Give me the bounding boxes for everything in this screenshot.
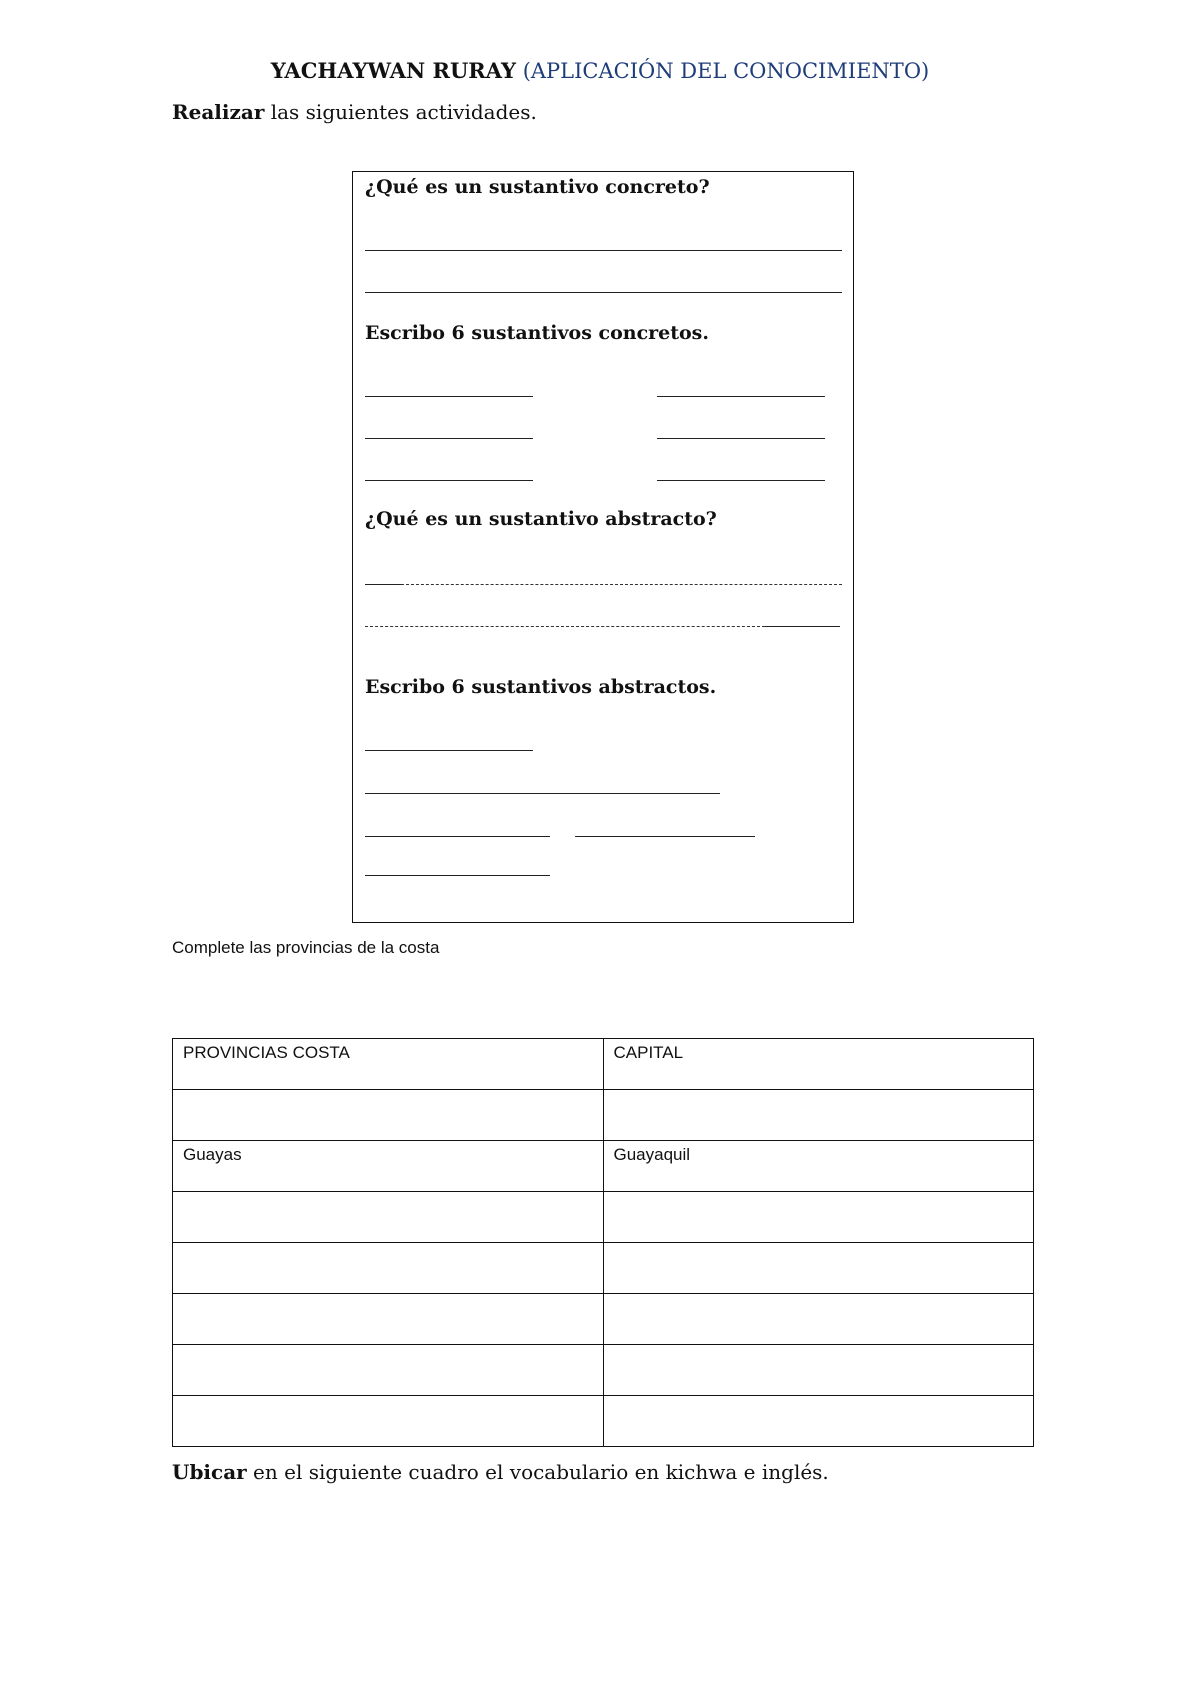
table-row — [173, 1294, 1034, 1345]
instruction-verb: Realizar — [172, 100, 265, 124]
blank-line[interactable] — [657, 438, 825, 439]
capital-cell[interactable] — [603, 1345, 1034, 1396]
province-cell[interactable]: Guayas — [173, 1141, 604, 1192]
question-abstract: ¿Qué es un sustantivo abstracto? — [365, 508, 717, 530]
blank-line[interactable] — [365, 750, 533, 751]
header-capital: CAPITAL — [603, 1039, 1034, 1090]
title-main: YACHAYWAN RURAY — [270, 58, 516, 83]
answer-line[interactable] — [401, 584, 842, 585]
blank-line[interactable] — [365, 875, 550, 876]
capital-cell[interactable] — [603, 1243, 1034, 1294]
capital-cell[interactable] — [603, 1192, 1034, 1243]
province-cell[interactable] — [173, 1294, 604, 1345]
table-row — [173, 1141, 1034, 1192]
province-cell[interactable] — [173, 1090, 604, 1141]
capital-cell[interactable] — [603, 1090, 1034, 1141]
prompt-abstract-nouns: Escribo 6 sustantivos abstractos. — [365, 676, 717, 698]
instruction-rest: las siguientes actividades. — [264, 100, 537, 124]
vocabulary-rest: en el siguiente cuadro el vocabulario en kichwa e inglés. — [246, 1460, 829, 1484]
page-title — [0, 58, 1200, 83]
instruction-text — [172, 100, 537, 124]
answer-line[interactable] — [365, 250, 842, 251]
provinces-table — [172, 1038, 1034, 1447]
vocabulary-instruction — [172, 1460, 829, 1484]
blank-line[interactable] — [365, 793, 720, 794]
answer-line[interactable] — [365, 292, 842, 293]
blank-line[interactable] — [575, 836, 755, 837]
table-row — [173, 1345, 1034, 1396]
capital-cell[interactable] — [603, 1294, 1034, 1345]
title-subtitle: (APLICACIÓN DEL CONOCIMIENTO) — [522, 59, 930, 83]
answer-line[interactable] — [765, 626, 840, 627]
province-cell[interactable] — [173, 1345, 604, 1396]
question-concrete: ¿Qué es un sustantivo concreto? — [365, 176, 710, 198]
table-row — [173, 1243, 1034, 1294]
blank-line[interactable] — [365, 480, 533, 481]
table-row — [173, 1396, 1034, 1447]
capital-cell[interactable] — [603, 1396, 1034, 1447]
blank-line[interactable] — [657, 396, 825, 397]
blank-line[interactable] — [365, 438, 533, 439]
province-cell[interactable] — [173, 1396, 604, 1447]
answer-line[interactable] — [365, 584, 401, 585]
blank-line[interactable] — [657, 480, 825, 481]
table-row — [173, 1090, 1034, 1141]
answer-line[interactable] — [365, 626, 765, 627]
table-row — [173, 1192, 1034, 1243]
blank-line[interactable] — [365, 396, 533, 397]
province-cell[interactable] — [173, 1192, 604, 1243]
provinces-instruction: Complete las provincias de la costa — [172, 938, 440, 957]
capital-cell[interactable]: Guayaquil — [603, 1141, 1034, 1192]
prompt-concrete-nouns: Escribo 6 sustantivos concretos. — [365, 322, 709, 344]
vocabulary-verb: Ubicar — [172, 1460, 247, 1484]
activity-box — [352, 171, 854, 923]
blank-line[interactable] — [365, 836, 550, 837]
header-provincias: PROVINCIAS COSTA — [173, 1039, 604, 1090]
table-header-row — [173, 1039, 1034, 1090]
province-cell[interactable] — [173, 1243, 604, 1294]
